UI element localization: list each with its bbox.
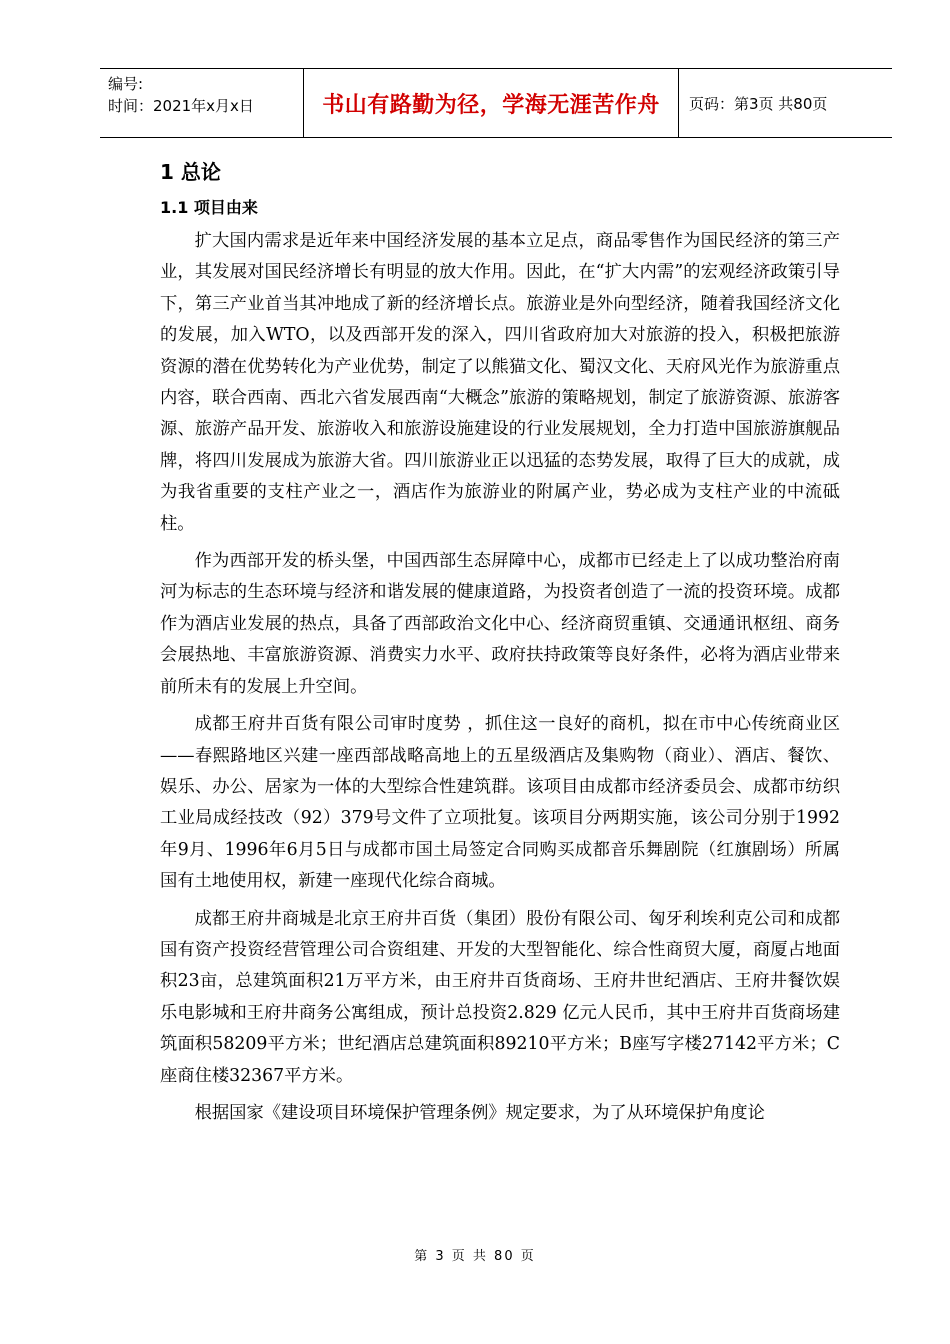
- paragraph-4: 成都王府井商城是北京王府井百货（集团）股份有限公司、匈牙利埃利克公司和成都国有资产投资经营管理公司合资组建、开发的大型智能化、综合性商贸大厦，商厦占地面积23亩，总建筑面积21万平方米，由王府井百货商场、王府井世纪酒店、王府井餐饮娱乐电影城和王府井商务公寓组成，预计总投资2.829 亿元人民币，其中王府井百货商场建筑面积58209平方米；世纪酒店总建筑面积89210平方米；B座写字楼27142平方米；C座商住楼32367平方米。: [160, 908, 840, 1086]
- page-footer: 第 3 页 共 80 页: [414, 1249, 536, 1264]
- paragraph-3: 成都王府井百货有限公司审时度势 ，抓住这一良好的商机，拟在市中心传统商业区——春熙路地区兴建一座西部战略高地上的五星级酒店及集购物（商业）、酒店、餐饮、娱乐、办公、居家为一体的大型综合性建筑群。该项目由成都市经济委员会、成都市纺织工业局成经技改（92）379号文件了立项批复。该项目分两期实施，该公司分别于1992年9月、1996年6月5日与成都市国土局签定合同购买成都音乐舞剧院（红旗剧场）所属国有土地使用权，新建一座现代化综合商城。: [160, 714, 840, 892]
- number-label: 编号:: [108, 75, 144, 93]
- section-heading: 1 总论: [160, 160, 221, 184]
- date-label: 时间：2021年x月x日: [108, 97, 254, 115]
- paragraph-1: 扩大国内需求是近年来中国经济发展的基本立足点，商品零售作为国民经济的第三产业，其发展对国民经济增长有明显的放大作用。因此，在“扩大内需”的宏观经济政策引导下，第三产业首当其冲地成了新的经济增长点。旅游业是外向型经济，随着我国经济文化的发展，加入WTO，以及西部开发的深入，四川省政府加大对旅游的投入，积极把旅游资源的潜在优势转化为产业优势，制定了以熊猫文化、蜀汉文化、天府风光作为旅游重点内容，联合西南、西北六省发展西南“大概念”旅游的策略规划，制定了旅游资源、旅游客源、旅游产品开发、旅游收入和旅游设施建设的行业发展规划，全力打造中国旅游旗舰品牌，将四川发展成为旅游大省。四川旅游业正以迅猛的态势发展，取得了巨大的成就，成为我省重要的支柱产业之一，酒店作为旅游业的附属产业，势必成为支柱产业的中流砥柱。: [160, 231, 840, 534]
- header-left-cell: [100, 69, 304, 137]
- header-motto: 书山有路勤为径，学海无涯苦作舟: [304, 69, 679, 137]
- subsection-heading: 1.1 项目由来: [160, 198, 258, 217]
- page-header: [100, 68, 892, 138]
- document-body: [160, 158, 840, 1135]
- header-page-info: 页码：第3页 共80页: [689, 94, 828, 113]
- paragraph-2: 作为西部开发的桥头堡，中国西部生态屏障中心，成都市已经走上了以成功整治府南河为标志的生态环境与经济和谐发展的健康道路，为投资者创造了一流的投资环境。成都作为酒店业发展的热点，具备了西部政治文化中心、经济商贸重镇、交通通讯枢纽、商务会展热地、丰富旅游资源、消费实力水平、政府扶持政策等良好条件，必将为酒店业带来前所未有的发展上升空间。: [160, 551, 840, 697]
- paragraph-5: 根据国家《建设项目环境保护管理条例》规定要求，为了从环境保护角度论: [194, 1102, 765, 1123]
